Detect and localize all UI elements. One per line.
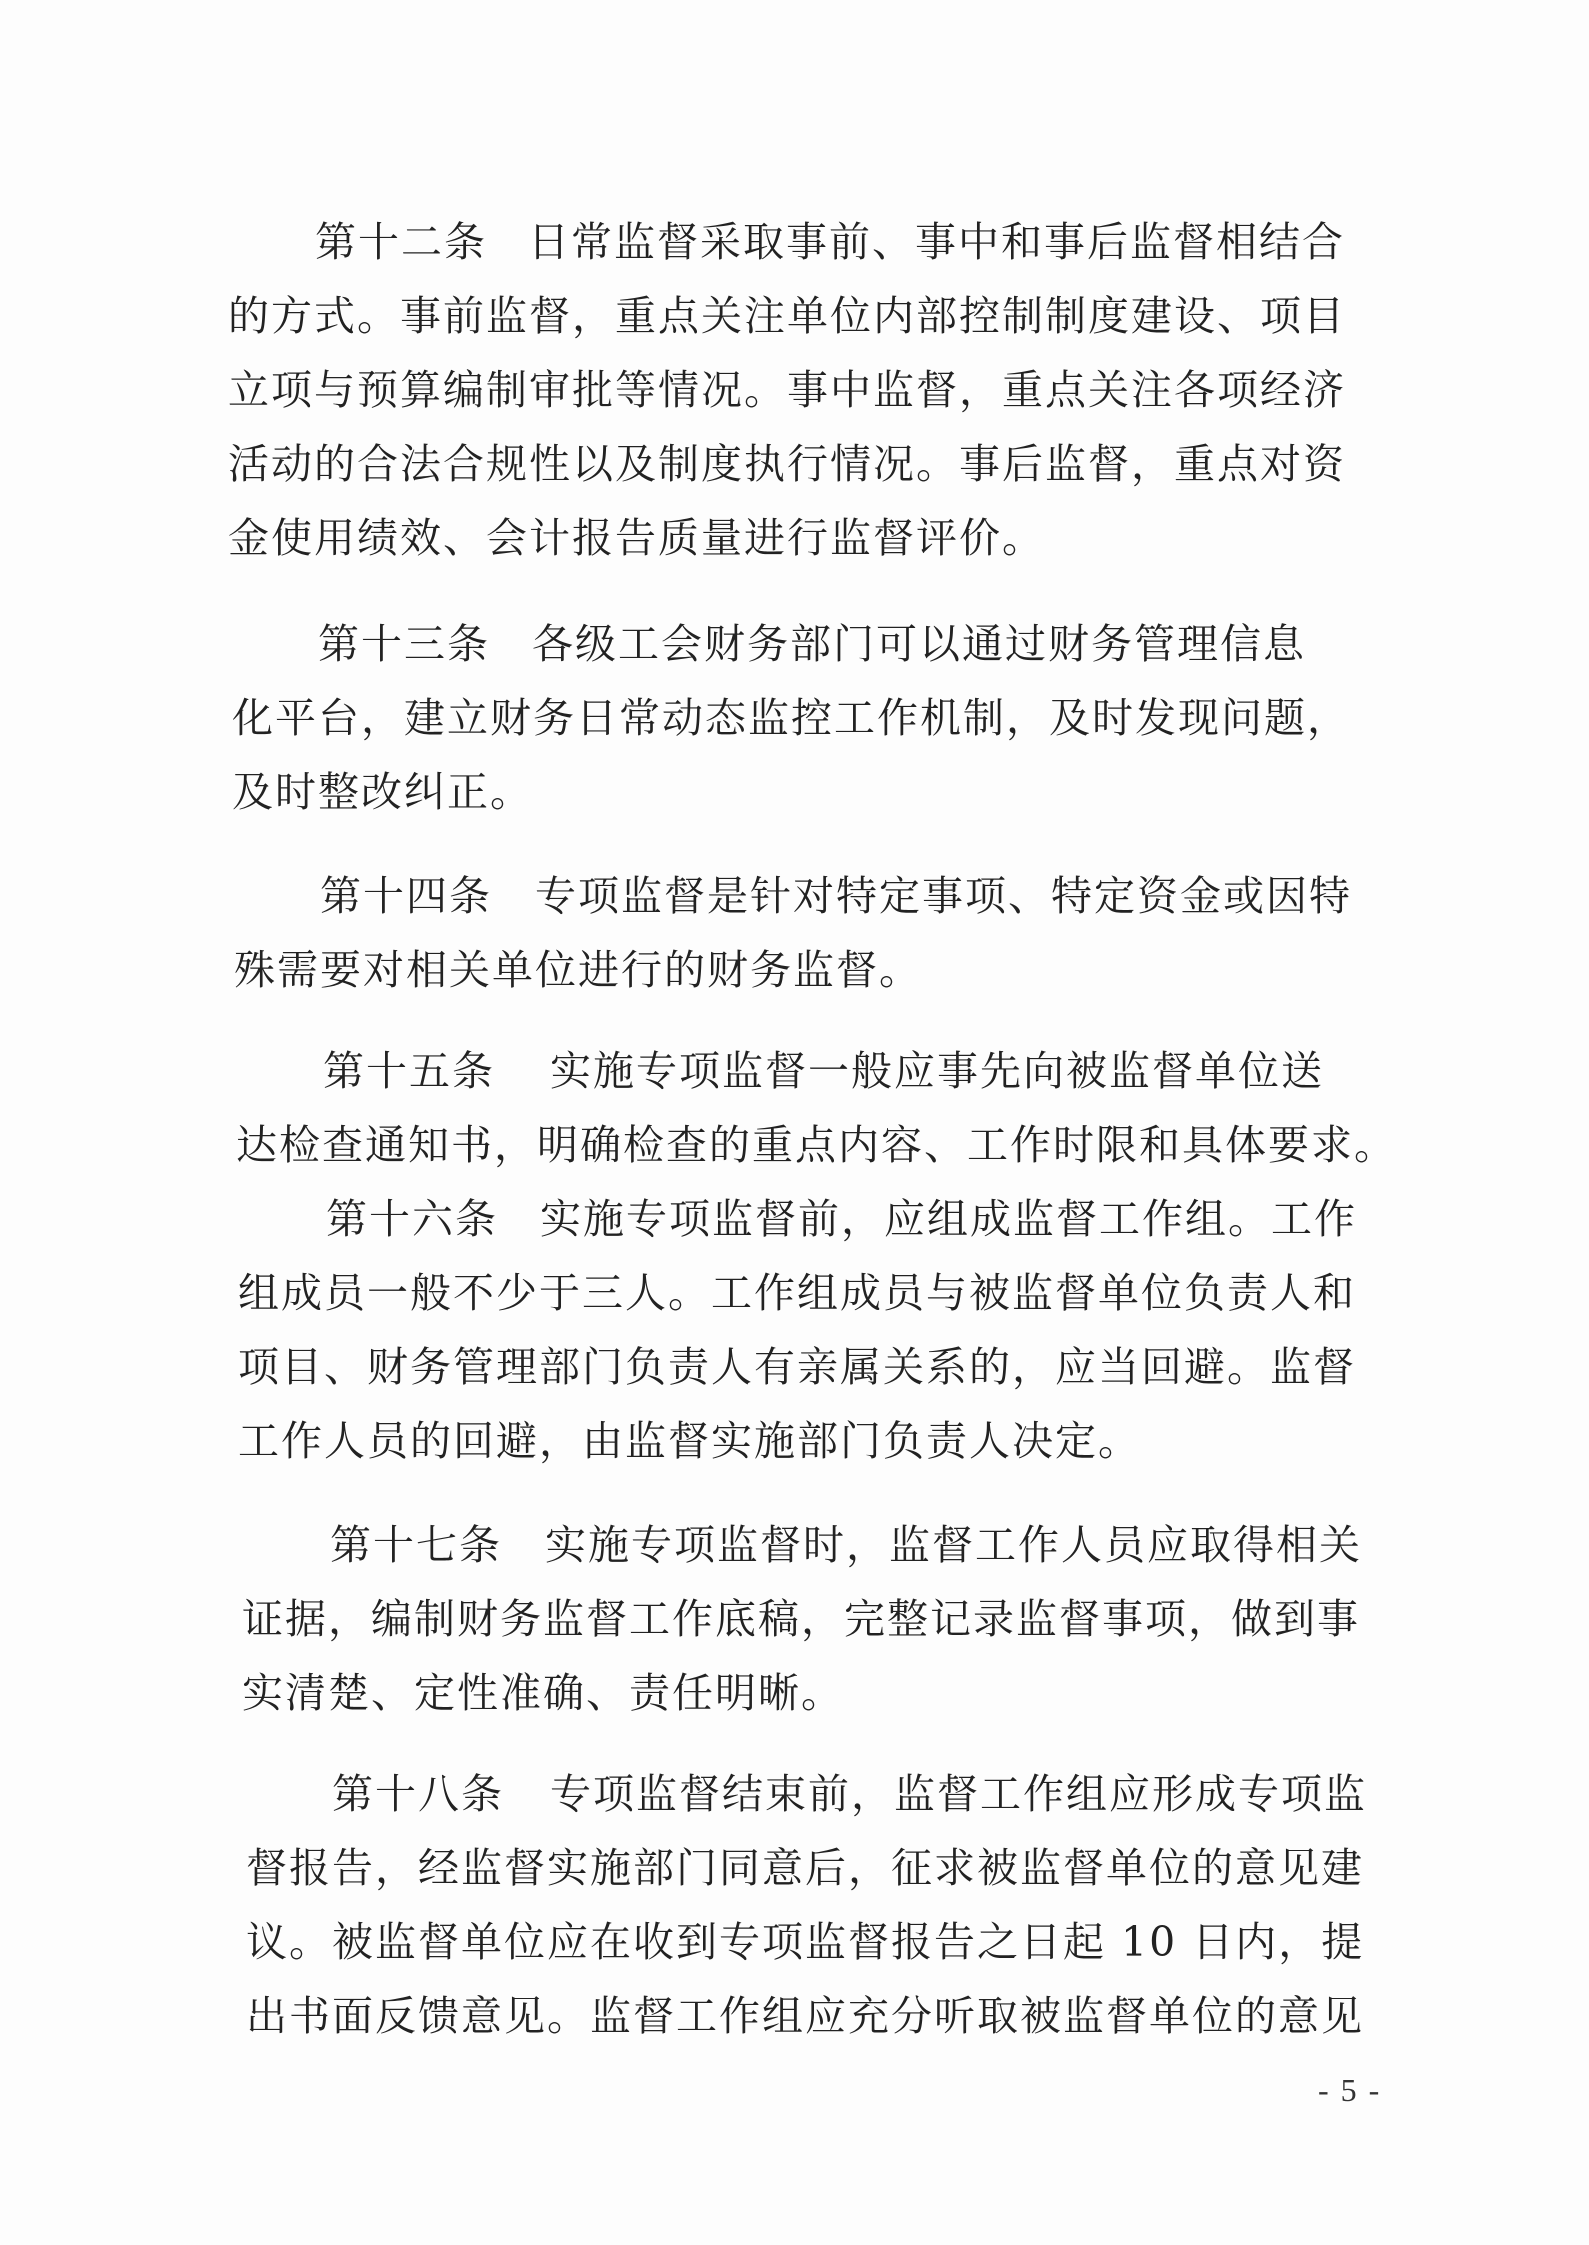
- article-16-text-3: 项目、财务管理部门负责人有亲属关系的，应当回避。监督: [238, 1343, 1356, 1391]
- article-16-heading: 第十六条: [326, 1195, 498, 1243]
- article-12-text-1: 日常监督采取事前、事中和事后监督相结合: [528, 218, 1345, 266]
- article-14-heading: 第十四条: [320, 872, 492, 920]
- page-number: - 5 -: [1318, 2072, 1382, 2108]
- article-14-text-1: 专项监督是针对特定事项、特定资金或因特: [535, 872, 1352, 920]
- article-18-text-3: 议。被监督单位应在收到专项监督报告之日起 10 日内，提: [246, 1918, 1365, 1966]
- article-15-text-2: 达检查通知书，明确检查的重点内容、工作时限和具体要求。: [236, 1121, 1397, 1169]
- article-16-text-1: 实施专项监督前，应组成监督工作组。工作: [540, 1195, 1357, 1243]
- article-14-text-2: 殊需要对相关单位进行的财务监督。: [234, 946, 922, 994]
- article-17-text-3: 实清楚、定性准确、责任明晰。: [242, 1669, 844, 1717]
- article-15-heading: 第十五条: [323, 1047, 495, 1095]
- article-17-text-1: 实施专项监督时，监督工作人员应取得相关: [545, 1521, 1362, 1569]
- article-16-text-4: 工作人员的回避，由监督实施部门负责人决定。: [238, 1417, 1141, 1465]
- article-13-text-3: 及时整改纠正。: [232, 768, 533, 816]
- article-18-heading: 第十八条: [332, 1770, 504, 1818]
- article-12-heading: 第十二条: [315, 218, 487, 266]
- article-18-text-1: 专项监督结束前，监督工作组应形成专项监: [550, 1770, 1367, 1818]
- article-13-text-1: 各级工会财务部门可以通过财务管理信息: [532, 620, 1306, 668]
- article-12-text-5: 金使用绩效、会计报告质量进行监督评价。: [228, 514, 1045, 562]
- article-12-text-3: 立项与预算编制审批等情况。事中监督，重点关注各项经济: [228, 366, 1346, 414]
- article-17-heading: 第十七条: [330, 1521, 502, 1569]
- article-12-text-4: 活动的合法合规性以及制度执行情况。事后监督，重点对资: [228, 440, 1346, 488]
- article-16-text-2: 组成员一般不少于三人。工作组成员与被监督单位负责人和: [238, 1269, 1356, 1317]
- article-18-text-2: 督报告，经监督实施部门同意后，征求被监督单位的意见建: [246, 1844, 1364, 1892]
- article-13-text-2: 化平台，建立财务日常动态监控工作机制，及时发现问题，: [232, 694, 1350, 742]
- article-13-heading: 第十三条: [318, 620, 490, 668]
- article-17-text-2: 证据，编制财务监督工作底稿，完整记录监督事项，做到事: [242, 1595, 1360, 1643]
- article-12-text-2: 的方式。事前监督，重点关注单位内部控制制度建设、项目: [228, 292, 1346, 340]
- article-15-text-1: 实施专项监督一般应事先向被监督单位送: [550, 1047, 1324, 1095]
- article-18-text-4: 出书面反馈意见。监督工作组应充分听取被监督单位的意见: [246, 1992, 1364, 2040]
